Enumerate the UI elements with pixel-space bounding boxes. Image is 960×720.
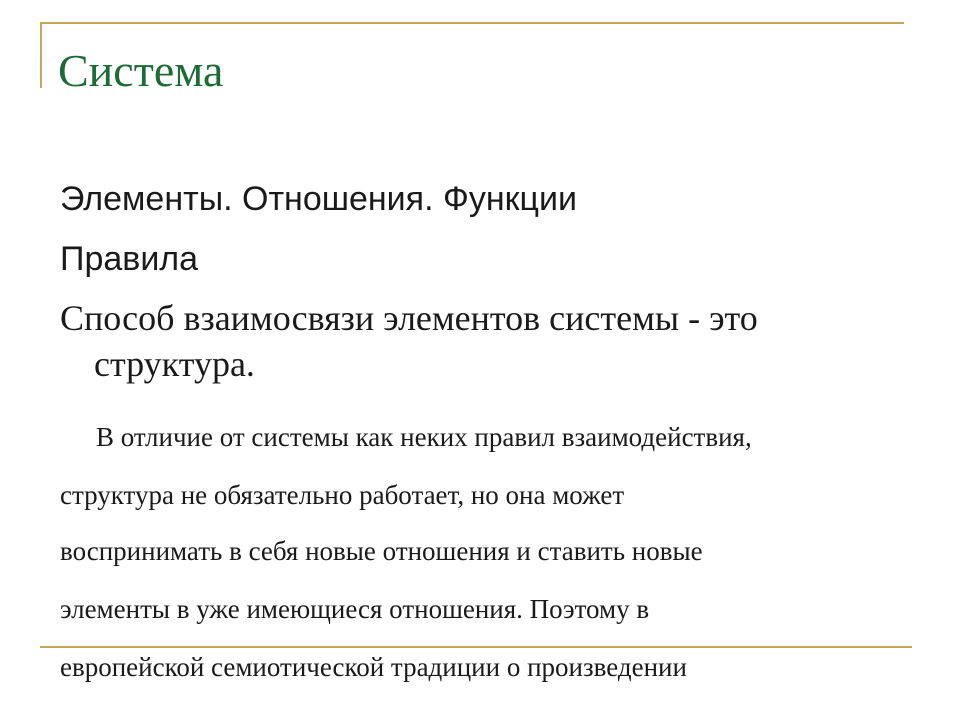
slide-title: Система [58, 45, 224, 96]
structure-definition-line2: структура. [94, 344, 255, 384]
rules-line: Правила [60, 240, 199, 278]
structure-definition-line1: Способ взаимосвязи элементов системы - это [60, 298, 758, 338]
frame-top-rule [40, 22, 904, 24]
paragraph-line-2: структура не обязательно работает, но она может [60, 480, 625, 510]
paragraph-line-3: воспринимать в себя новые отношения и ставить новые [60, 536, 703, 566]
frame-left-rule [40, 22, 42, 88]
elements-relations-functions: Элементы. Отношения. Функции [60, 180, 577, 218]
frame-bottom-rule [40, 646, 912, 648]
paragraph-line-1: В отличие от системы как неких правил взаимодействия, [96, 422, 752, 452]
paragraph-line-4: элементы в уже имеющиеся отношения. Поэтому в [60, 594, 650, 624]
paragraph-line-5: европейской семиотической традиции о произведении [60, 652, 687, 682]
